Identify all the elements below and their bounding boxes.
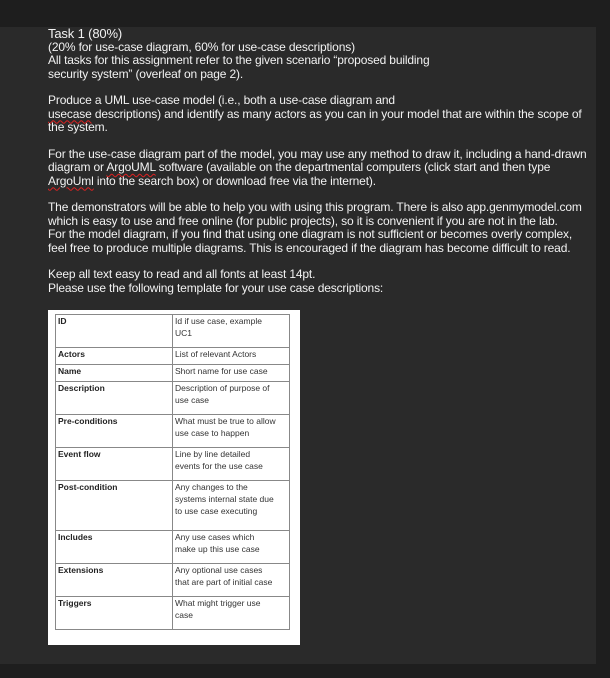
template-field-description [173, 597, 290, 630]
template-description-line: case [175, 610, 193, 620]
template-description-line: events for the use case [175, 461, 263, 471]
template-field-description [173, 564, 290, 597]
template-field-name: Name [56, 365, 173, 382]
table-row [56, 315, 290, 348]
model-line3: the system. [48, 120, 108, 134]
demo-line4: feel free to produce multiple diagrams. This is encouraged if the diagram has become difficult to read. [48, 240, 571, 255]
template-description-line: use case to happen [175, 428, 250, 438]
diagram-line2-rest: software (available on the departmental computers (click start and then type [155, 160, 551, 174]
template-description-line: Any optional use cases [175, 565, 263, 575]
template-description-line: UC1 [175, 328, 193, 338]
template-description-line: Description of purpose of [175, 383, 270, 393]
keep-line2: Please use the following template for your use case descriptions: [48, 280, 384, 295]
template-field-name: Event flow [56, 448, 173, 481]
table-row [56, 448, 290, 481]
template-description-line: What might trigger use [175, 598, 261, 608]
template-description-line: Line by line detailed [175, 449, 251, 459]
template-field-description [173, 382, 290, 415]
keep-line1: Keep all text easy to read and all fonts at least 14pt. [48, 267, 316, 281]
table-row [56, 531, 290, 564]
table-row [56, 597, 290, 630]
diagram-line2-pre: diagram or [48, 160, 107, 174]
template-description-line: List of relevant Actors [175, 349, 257, 359]
use-case-template [48, 310, 300, 645]
demo-line2: which is easy to use and free online (for public projects), so it is convenient if you are not in the lab. [48, 213, 558, 228]
template-field-name: Actors [56, 348, 173, 365]
template-field-name: Pre-conditions [56, 415, 173, 448]
diagram-line3-rest: into the search box) or download free via the internet). [93, 173, 376, 188]
demo-line1: The demonstrators will be able to help you with using this program. There is also app.genmymodel.com [48, 200, 582, 214]
template-field-description [173, 348, 290, 365]
template-description-line: Any use cases which [175, 532, 255, 542]
table-row [56, 348, 290, 365]
template-field-name: ID [56, 315, 173, 348]
table-row [56, 365, 290, 382]
template-field-name: Post-condition [56, 481, 173, 531]
template-description-line: Any changes to the [175, 482, 248, 492]
spellcheck-word-argouml: ArgoUML [106, 160, 156, 174]
model-line2-rest: descriptions) and identify as many actors as you can in your model that are within the scope of [91, 106, 582, 121]
task-scenario-line2: security system” (overleaf on page 2). [48, 66, 244, 81]
table-row [56, 564, 290, 597]
task-title: Task 1 (80%) [48, 26, 123, 41]
model-line1: Produce a UML use-case model (i.e., both a use-case diagram and [48, 93, 395, 107]
template-description-line: use case [175, 395, 210, 405]
template-description-line: that are part of initial case [175, 577, 273, 587]
template-field-description [173, 531, 290, 564]
demo-line3: For the model diagram, if you find that using one diagram is not sufficient or becomes overly complex, [48, 227, 573, 241]
template-field-description [173, 448, 290, 481]
spellcheck-word-argouml-2: ArgoUml [48, 173, 94, 188]
task-scenario-line1: All tasks for this assignment refer to the given scenario “proposed building [48, 53, 430, 67]
diagram-line1: For the use-case diagram part of the model, you may use any method to draw it, including a hand-drawn [48, 146, 587, 161]
template-description-line: Id if use case, example [175, 316, 262, 326]
table-row [56, 415, 290, 448]
template-description-line: Short name for use case [175, 366, 268, 376]
template-field-name: Includes [56, 531, 173, 564]
template-description-line: systems internal state due [175, 494, 274, 504]
template-description-line: What must be true to allow [175, 416, 276, 426]
template-field-description [173, 365, 290, 382]
table-row [56, 481, 290, 531]
diagram-line3 [48, 175, 596, 189]
template-field-name: Extensions [56, 564, 173, 597]
document-body [48, 27, 596, 295]
use-case-template-table [55, 314, 290, 630]
template-field-name: Description [56, 382, 173, 415]
template-field-description [173, 315, 290, 348]
template-field-description [173, 481, 290, 531]
template-description-line: to use case executing [175, 506, 258, 516]
model-line2 [48, 108, 596, 122]
diagram-line2 [48, 161, 596, 175]
table-row [56, 382, 290, 415]
task-weighting: (20% for use-case diagram, 60% for use-case descriptions) [48, 39, 355, 54]
spellcheck-word-usecase: usecase [48, 106, 92, 121]
template-description-line: make up this use case [175, 544, 260, 554]
template-field-name: Triggers [56, 597, 173, 630]
template-field-description [173, 415, 290, 448]
